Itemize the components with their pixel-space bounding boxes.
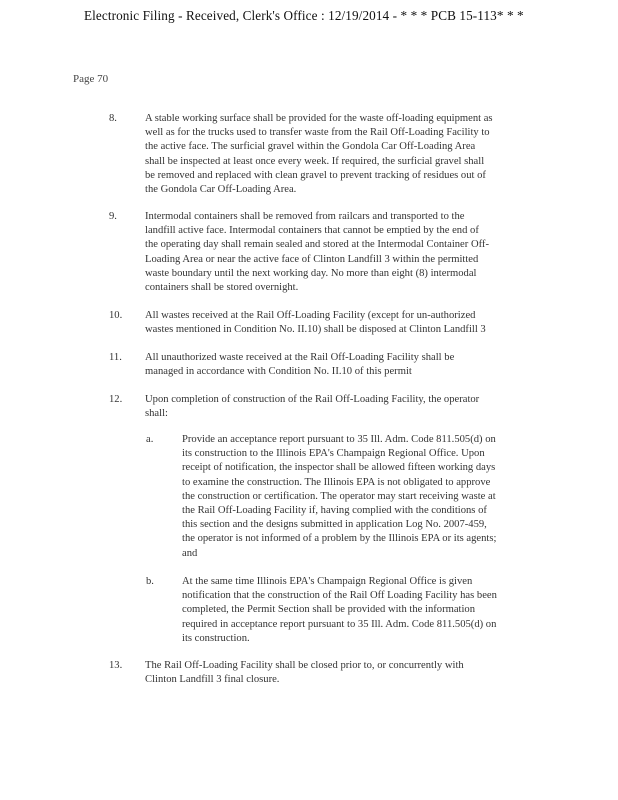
text-line: Provide an acceptance report pursuant to 35 Ill. Adm. Code 811.505(d) on bbox=[182, 434, 496, 445]
condition-number: 11. bbox=[109, 352, 122, 363]
text-line: At the same time Illinois EPA's Champaign Regional Office is given bbox=[182, 576, 473, 587]
text-line: landfill active face. Intermodal containers that cannot be emptied by the end of bbox=[145, 225, 479, 237]
text-line: receipt of notification, the inspector shall be allowed fifteen working days bbox=[182, 462, 496, 474]
text-line: waste boundary until the next working day. No more than eight (8) intermodal bbox=[145, 267, 477, 279]
text-line: A stable working surface shall be provided for the waste off-loading equipment as bbox=[145, 113, 493, 124]
text-line: well as for the trucks used to transfer waste from the Rail Off-Loading Facility to bbox=[145, 127, 490, 139]
text-line: this section and the designs submitted in application Log No. 2007-459, bbox=[182, 519, 487, 531]
condition-number: 10. bbox=[109, 310, 123, 321]
page-number: Page 70 bbox=[73, 73, 109, 85]
condition-number: 9. bbox=[109, 211, 117, 222]
text-line: containers shall be stored overnight. bbox=[145, 282, 299, 294]
text-line: wastes mentioned in Condition No. II.10) shall be disposed at Clinton Landfill 3 bbox=[145, 324, 486, 336]
condition-number: 12. bbox=[109, 394, 123, 405]
text-line: All unauthorized waste received at the Rail Off-Loading Facility shall be bbox=[145, 352, 455, 363]
subcondition-letter: b. bbox=[146, 576, 154, 587]
text-line: completed, the Permit Section shall be provided with the information bbox=[182, 604, 476, 616]
text-line: its construction to the Illinois EPA's Champaign Regional Office. Upon bbox=[182, 448, 485, 460]
text-line: Upon completion of construction of the Rail Off-Loading Facility, the operator bbox=[145, 394, 480, 405]
subcondition-letter: a. bbox=[146, 434, 154, 445]
text-line: The Rail Off-Loading Facility shall be closed prior to, or concurrently with bbox=[145, 660, 464, 671]
condition-number: 8. bbox=[109, 113, 117, 124]
text-line: the Rail Off-Loading Facility if, having complied with the conditions of bbox=[182, 505, 487, 517]
text-line: and bbox=[182, 547, 198, 559]
text-line: Clinton Landfill 3 final closure. bbox=[145, 674, 280, 686]
text-line: to examine the construction. The Illinois EPA is not obligated to approve bbox=[182, 476, 491, 488]
text-line: the Gondola Car Off-Loading Area. bbox=[145, 184, 297, 196]
text-line: shall be inspected at least once every week. If required, the surficial gravel shall bbox=[145, 155, 485, 167]
text-line: shall: bbox=[145, 408, 168, 420]
filing-header: Electronic Filing - Received, Clerk's Office : 12/19/2014 - * * * PCB 15-113* * * bbox=[84, 8, 524, 23]
text-line: required in acceptance report pursuant to 35 Ill. Adm. Code 811.505(d) on bbox=[182, 618, 497, 630]
text-line: the operating day shall remain sealed and stored at the Intermodal Container Off- bbox=[145, 239, 489, 251]
text-line: Loading Area or near the active face of Clinton Landfill 3 within the permitted bbox=[145, 253, 479, 265]
text-line: managed in accordance with Condition No. II.10 of this permit bbox=[145, 366, 412, 378]
condition-number: 13. bbox=[109, 660, 123, 671]
text-line: be removed and replaced with clean gravel to prevent tracking of residues out of bbox=[145, 169, 486, 181]
text-line: the active face. The surficial gravel within the Gondola Car Off-Loading Area bbox=[145, 141, 476, 153]
text-line: All wastes received at the Rail Off-Loading Facility (except for un-authorized bbox=[145, 310, 476, 321]
text-line: notification that the construction of the Rail Off Loading Facility has been bbox=[182, 590, 497, 602]
text-line: its construction. bbox=[182, 632, 250, 644]
text-line: Intermodal containers shall be removed from railcars and transported to the bbox=[145, 211, 465, 222]
text-line: the construction or certification. The operator may start receiving waste at bbox=[182, 490, 496, 502]
text-line: the operator is not informed of a problem by the Illinois EPA or its agents; bbox=[182, 533, 497, 545]
